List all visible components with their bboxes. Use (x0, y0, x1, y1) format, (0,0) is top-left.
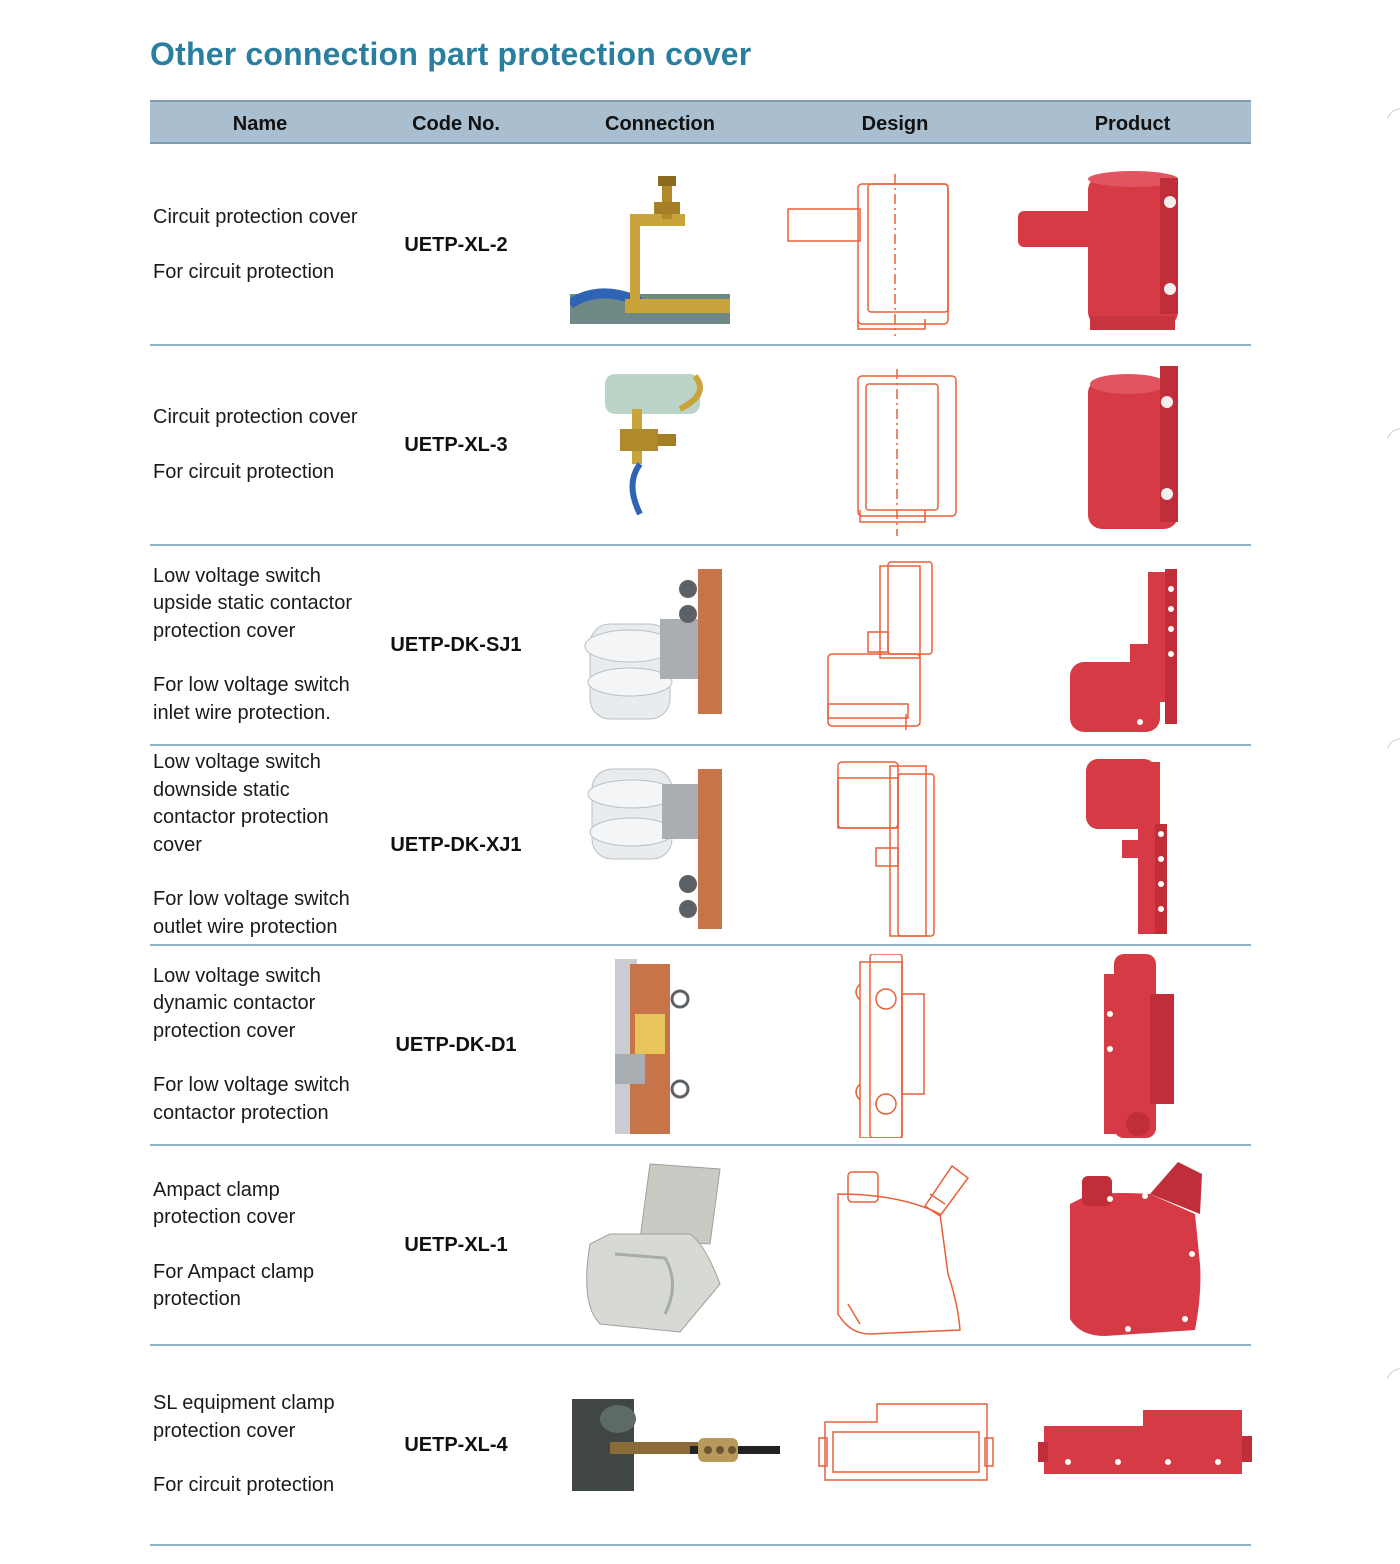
page-title: Other connection part protection cover (150, 36, 752, 72)
product-use: For circuit protection (153, 460, 335, 483)
product-name: dynamic contactor (153, 992, 316, 1015)
column-header-product: Product (1094, 113, 1171, 135)
downside-contactor-icon (570, 754, 750, 938)
xj1-red-cover-icon (1010, 754, 1255, 938)
column-header-name: Name (232, 113, 288, 135)
xl4-red-cover-icon (1038, 1354, 1253, 1538)
product-use: For low voltage switch (153, 888, 350, 910)
name-cell (153, 946, 378, 1144)
product-use: contactor protection (153, 1101, 329, 1124)
table-row (150, 946, 1251, 1146)
code-cell: UETP-XL-2 (404, 233, 508, 256)
product-name: protection cover (153, 619, 296, 642)
code-cell: UETP-DK-XJ1 (390, 833, 522, 856)
product-name: protection cover (153, 1419, 296, 1442)
d1-red-cover-icon (1010, 954, 1255, 1138)
xl4-outline-icon (815, 1354, 1005, 1538)
table-row (150, 346, 1251, 546)
column-header-connection: Connection (605, 113, 715, 135)
product-use: For Ampact clamp (153, 1260, 315, 1283)
xl3-outline-icon (780, 354, 1010, 538)
product-name: Low voltage switch (153, 964, 321, 987)
name-cell (153, 746, 378, 944)
table-header (150, 100, 1251, 144)
code-cell: UETP-XL-4 (404, 1433, 508, 1456)
xl2-red-cover-icon (1010, 154, 1255, 338)
dynamic-contactor-icon (570, 954, 750, 1138)
product-use: For circuit protection (153, 1474, 335, 1497)
product-use: outlet wire protection (153, 915, 338, 938)
code-cell: UETP-XL-1 (404, 1233, 508, 1256)
ampact-clamp-icon (570, 1154, 750, 1338)
table-row (150, 746, 1251, 946)
product-use: inlet wire protection. (153, 701, 331, 724)
name-cell (153, 546, 378, 744)
product-name: SL equipment clamp (153, 1392, 335, 1415)
product-name: Low voltage switch (153, 564, 321, 587)
name-cell (153, 346, 378, 544)
column-header-design: Design (861, 113, 929, 135)
xl2-outline-icon (780, 154, 1010, 338)
name-cell (153, 1346, 378, 1544)
table-row (150, 1346, 1251, 1546)
sj1-red-cover-icon (1010, 554, 1255, 738)
watermark-decoration: ◜ (1385, 421, 1396, 452)
product-use: For circuit protection (153, 260, 335, 283)
sj1-outline-icon (780, 554, 1010, 738)
watermark-decoration: ◜ (1385, 731, 1396, 762)
code-cell: UETP-XL-3 (404, 433, 508, 456)
product-name: protection cover (153, 1019, 296, 1042)
watermark-decoration: ◜ (1385, 101, 1396, 132)
xl1-outline-icon (780, 1154, 1010, 1338)
product-name: Circuit protection cover (153, 406, 358, 428)
name-cell (153, 146, 378, 344)
d1-outline-icon (780, 954, 1010, 1138)
product-table (150, 100, 1251, 1497)
product-name: downside static (153, 778, 290, 801)
product-name: Circuit protection cover (153, 206, 358, 228)
xj1-outline-icon (780, 754, 1010, 938)
product-name: upside static contactor (153, 592, 352, 615)
table-row (150, 1146, 1251, 1346)
product-name: contactor protection (153, 806, 329, 828)
product-name: Ampact clamp (153, 1178, 280, 1201)
sl-clamp-icon (570, 1354, 790, 1538)
code-cell: UETP-DK-D1 (395, 1033, 517, 1056)
xl3-red-cover-icon (1010, 354, 1255, 538)
watermark-decoration: ◜ (1385, 1361, 1396, 1392)
table-row (150, 146, 1251, 346)
product-name: cover (153, 833, 202, 856)
code-cell: UETP-DK-SJ1 (390, 633, 522, 656)
product-use: For low voltage switch (153, 674, 350, 697)
table-row (150, 546, 1251, 746)
upside-contactor-icon (570, 554, 750, 738)
brass-terminal-icon (570, 154, 750, 338)
product-name: Low voltage switch (153, 751, 321, 773)
name-cell (153, 1146, 378, 1344)
xl1-red-cover-icon (1010, 1154, 1255, 1338)
product-name: protection cover (153, 1206, 296, 1228)
product-use: protection (153, 1288, 241, 1310)
column-header-code: Code No. (412, 113, 500, 135)
product-use: For low voltage switch (153, 1074, 350, 1097)
insulator-terminal-icon (570, 354, 750, 538)
